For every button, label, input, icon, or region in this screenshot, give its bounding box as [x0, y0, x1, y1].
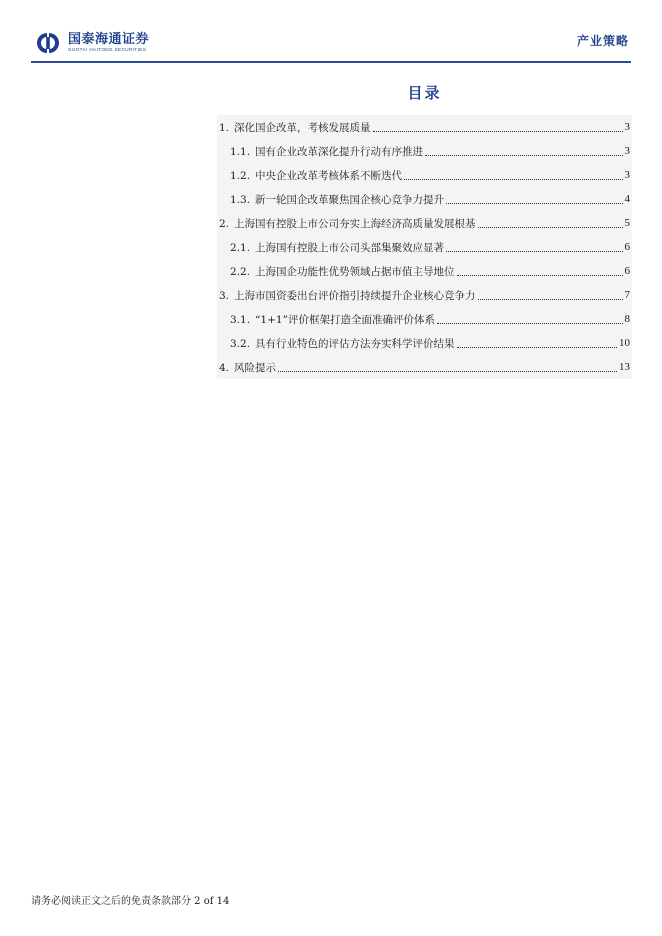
toc-entry-label: 上海国有控股上市公司头部集聚效应显著	[255, 241, 445, 254]
toc-entry[interactable]	[217, 355, 632, 379]
toc-entry-number: 3.2.	[230, 337, 251, 350]
toc-entry-label: 具有行业特色的评估方法夯实科学评价结果	[255, 337, 455, 350]
toc-leader-dots	[404, 179, 622, 180]
toc-entry[interactable]	[217, 307, 632, 331]
toc-leader-dots	[457, 275, 623, 276]
toc-entry-number: 2.1.	[230, 241, 251, 254]
toc-entry[interactable]	[217, 259, 632, 283]
toc-page-number: 3	[624, 121, 630, 133]
toc-page-number: 4	[624, 193, 630, 205]
toc-entry-title	[230, 264, 455, 279]
toc-page-number: 8	[624, 313, 630, 325]
toc-page-number: 6	[624, 241, 630, 253]
toc-entry-label: 新一轮国企改革聚焦国企核心竞争力提升	[255, 193, 445, 206]
logo-emblem-icon	[36, 32, 62, 54]
toc-entry-title	[230, 336, 455, 351]
toc-page-number: 3	[624, 145, 630, 157]
toc-entry-number: 1.	[219, 121, 230, 134]
toc-entry-title	[219, 360, 276, 375]
toc-entry-label: 国有企业改革深化提升行动有序推进	[255, 145, 424, 158]
toc-entry[interactable]	[217, 211, 632, 235]
toc-entry[interactable]	[217, 163, 632, 187]
toc-entry-number: 1.1.	[230, 145, 251, 158]
toc-leader-dots	[278, 371, 617, 372]
toc-entry-number: 1.2.	[230, 169, 251, 182]
toc-title: 目录	[407, 84, 442, 102]
toc-entry[interactable]	[217, 187, 632, 211]
toc-entry-number: 1.3.	[230, 193, 251, 206]
toc-leader-dots	[457, 347, 617, 348]
toc-leader-dots	[425, 155, 622, 156]
toc-page-number: 10	[619, 337, 630, 349]
toc-page-number: 5	[624, 217, 630, 229]
toc-leader-dots	[446, 251, 622, 252]
toc-leader-dots	[478, 299, 623, 300]
logo-chinese-name: 国泰海通证券	[68, 32, 150, 47]
toc-entry-title	[230, 144, 423, 159]
toc-entry[interactable]	[217, 283, 632, 307]
toc-page-number: 13	[619, 361, 630, 373]
toc-page-number: 3	[624, 169, 630, 181]
footer-disclaimer: 请务必阅读正文之后的免责条款部分 2 of 14	[31, 896, 230, 907]
toc-leader-dots	[437, 323, 623, 324]
toc-entry-label: “1+1”评价框架打造全面准确评价体系	[255, 313, 435, 326]
toc-page-number: 6	[624, 265, 630, 277]
report-category-label: 产业策略	[576, 34, 629, 48]
toc-entry-number: 2.2.	[230, 265, 251, 278]
header-divider	[31, 61, 631, 63]
toc-leader-dots	[446, 203, 622, 204]
toc-entry-label: 中央企业改革考核体系不断迭代	[255, 169, 403, 182]
company-logo	[36, 32, 149, 54]
toc-entry-number: 3.1.	[230, 313, 251, 326]
toc-entry-number: 3.	[219, 289, 230, 302]
toc-entry[interactable]	[217, 139, 632, 163]
toc-entry-label: 风险提示	[234, 361, 277, 374]
toc-entry-title	[230, 312, 435, 327]
table-of-contents	[217, 115, 632, 379]
toc-leader-dots	[478, 227, 623, 228]
toc-entry-number: 4.	[219, 361, 230, 374]
toc-entry-label: 上海市国资委出台评价指引持续提升企业核心竞争力	[234, 289, 476, 302]
toc-entry-title	[230, 168, 402, 183]
toc-entry-label: 上海国企功能性优势领域占据市值主导地位	[255, 265, 455, 278]
toc-entry-title	[230, 192, 444, 207]
page-header	[0, 0, 662, 62]
toc-entry-title	[230, 240, 444, 255]
toc-entry-title	[219, 216, 476, 231]
toc-entry[interactable]	[217, 235, 632, 259]
toc-leader-dots	[373, 131, 623, 132]
toc-entry-label: 上海国有控股上市公司夯实上海经济高质量发展根基	[234, 217, 476, 230]
toc-entry-label: 深化国企改革，考核发展质量	[234, 121, 371, 134]
logo-english-name: GUOTAI HAITONG SECURITIES	[68, 47, 147, 52]
toc-entry-number: 2.	[219, 217, 230, 230]
toc-entry-title	[219, 288, 476, 303]
toc-page-number: 7	[624, 289, 630, 301]
toc-entry[interactable]	[217, 331, 632, 355]
toc-entry-title	[219, 120, 371, 135]
toc-entry[interactable]	[217, 115, 632, 139]
logo-wordmark	[68, 33, 149, 53]
